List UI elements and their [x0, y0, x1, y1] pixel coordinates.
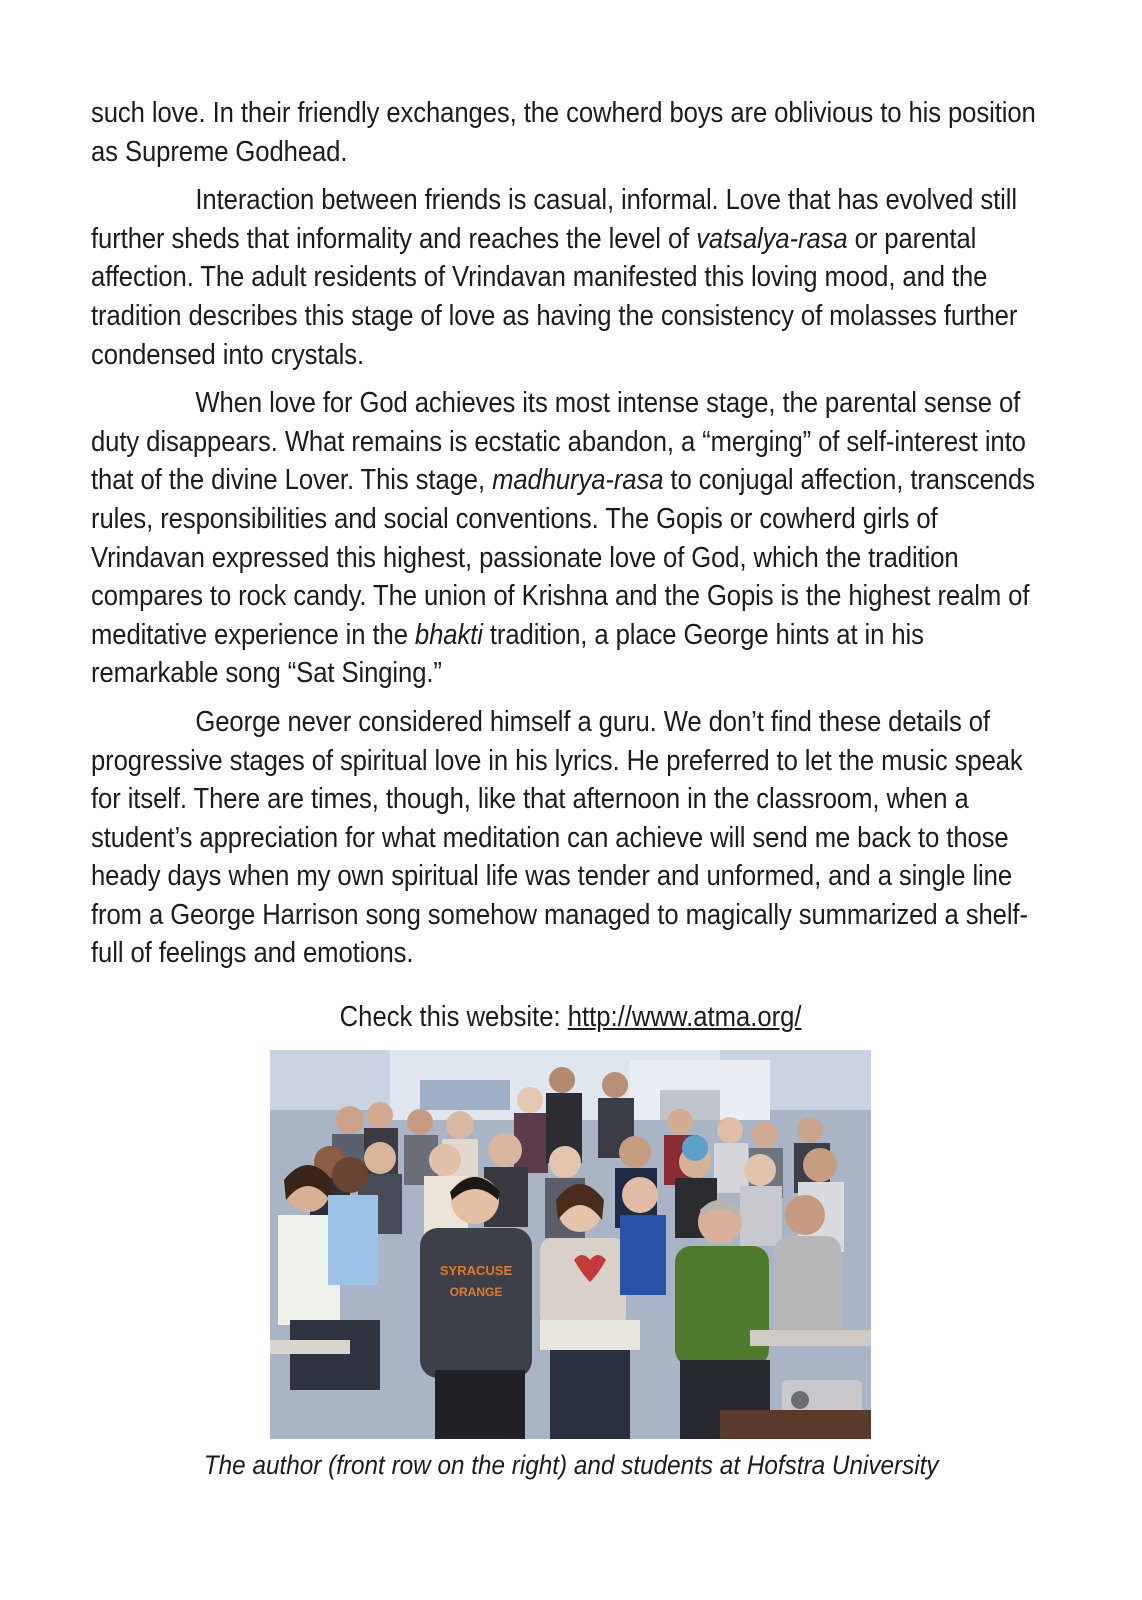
website-link[interactable]: http://www.atma.org/: [568, 1001, 802, 1033]
paragraph-2-text-b: or parental affection. The adult residents of Vrindavan manifested this loving mood, and the tradition describes this stage of love as having the consistency of molasses further condensed into crystals.: [91, 222, 1018, 371]
body-text: [91, 94, 1051, 983]
paragraph-3-text-c: tradition, a place George hints at in his remarkable song “Sat Singing.”: [91, 618, 924, 690]
website-label: Check this website:: [340, 1001, 569, 1033]
paragraph-3: [91, 384, 1051, 693]
term-vatsalya-rasa: vatsalya-rasa: [696, 222, 848, 255]
term-bhakti: bhakti: [414, 618, 483, 651]
photo-caption: [0, 1447, 1142, 1483]
paragraph-3-text-b: to conjugal affection, transcends rules, responsibilities and social conventions. The Gopis or cowherd girls of Vrindavan expressed this highest, passionate love of God, which the tradition compares to rock candy. The union of Krishna and the Gopis is the highest realm of meditative experience in the: [91, 464, 1035, 651]
paragraph-4: George never considered himself a guru. We don’t find these details of progressive stages of spiritual love in his lyrics. He preferred to let the music speak for itself. There are times, though, like that afternoon in the classroom, when a student’s appreciation for what meditation can achieve will send me back to those heady days when my own spiritual life was tender and unformed, and a single line from a George Harrison song somehow managed to magically summarized a shelf-full of feelings and emotions.: [91, 705, 1028, 970]
shirt-text-2: ORANGE: [449, 1285, 503, 1299]
caption-text: The author (front row on the right) and students at Hofstra University: [203, 1450, 939, 1480]
term-madhurya-rasa: madhurya-rasa: [492, 464, 664, 497]
paragraph-3-text-a: When love for God achieves its most intense stage, the parental sense of duty disappears. What remains is ecstatic abandon, a “merging” of self-interest into that of the divine Lover. This stage,: [91, 387, 1026, 497]
website-line: [0, 998, 1142, 1036]
paragraph-1: such love. In their friendly exchanges, the cowherd boys are oblivious to his position as Supreme Godhead.: [91, 97, 1036, 168]
class-photo: [270, 1050, 871, 1439]
paragraph-2: [91, 181, 1051, 374]
paragraph-2-text-a: Interaction between friends is casual, informal. Love that has evolved still further sheds that informality and reaches the level of: [91, 184, 1017, 255]
class-photo-illustration: [270, 1050, 871, 1439]
shirt-text-1: SYRACUSE: [439, 1263, 513, 1278]
